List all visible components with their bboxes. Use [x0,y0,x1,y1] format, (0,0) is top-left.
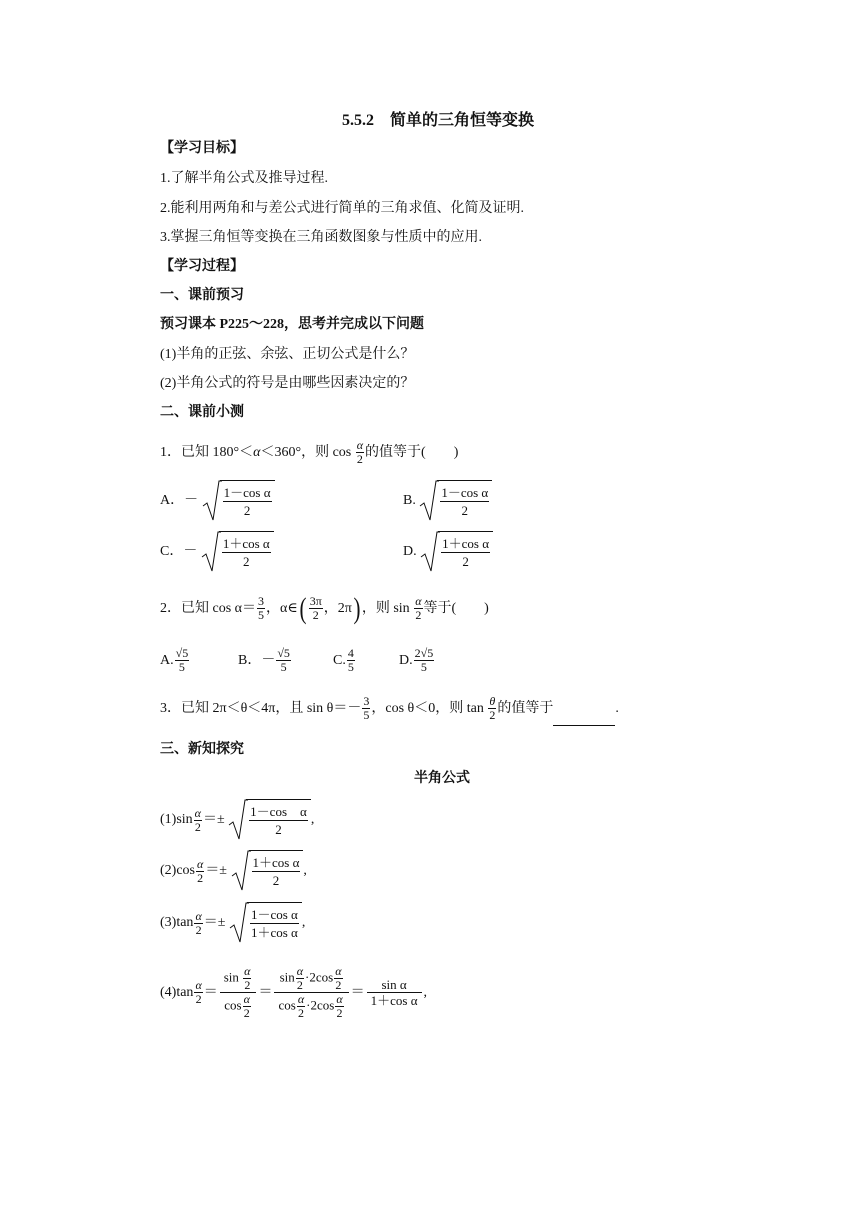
quiz-heading: 二、课前小测 [160,405,244,420]
fraction: $\frac{\alpha}{2}$ [356,438,364,467]
radical: $\frac{\text{1＋cos α}}{2}$ [420,531,493,573]
right-bracket: ) [353,591,361,625]
q2-option-b: B．－ $\frac{√5}{5}$ [238,646,290,675]
explore-heading: 三、新知探究 [160,742,244,757]
preview-instruction: 预习课本 P225～228，思考并完成以下问题 [160,317,425,332]
fraction-result: $\frac{\text{sin α}}{\text{1＋cos α}}$ [367,977,422,1008]
goal-item: 2.能利用两角和与差公式进行简单的三角求值、化简及证明. [160,201,524,216]
explore-subheading: 半角公式 [414,771,470,786]
option-a: A．－ $\frac{\text{1－cos α}}{2}$ [160,480,275,522]
fraction-sin-over-cos: sin $\frac{\alpha}{2}$ cos $\frac{\alpha}{2}$ [220,965,257,1020]
formula-sin-half: (1)sin $\frac{\alpha}{2}$ ＝± $\frac{\text{1－cos α}}{2}$ , [160,799,314,841]
formula-tan-half: (3)tan $\frac{\alpha}{2}$ ＝± $\frac{\text{1－cos α}}{\text{1＋cos α}}$ , [160,902,305,944]
quiz-question-1: 1．已知 180°＜α＜360°，则 cos $\frac{\alpha}{2}$ 的值等于( ) [160,438,459,467]
process-heading: 【学习过程】 [160,259,244,274]
fraction-expanded: sin $\frac{\alpha}{2}$ ·2cos $\frac{\alpha}{2}$ cos $\frac{\alpha}{2}$ ·2cos $\frac{\alpha}{2}$ [274,965,348,1020]
preview-heading: 一、课前预习 [160,288,244,303]
radical: $\frac{\text{1－cos α}}{2}$ [202,480,275,522]
radical: $\frac{\text{1－cos α}}{2}$ [419,480,492,522]
option-d: D. $\frac{\text{1＋cos α}}{2}$ [403,531,493,573]
q2-option-d: D. $\frac{2√5}{5}$ [399,646,434,675]
goal-item: 3.掌握三角恒等变换在三角函数图象与性质中的应用. [160,230,482,245]
left-bracket: ( [299,591,307,625]
formula-tan-half-identity: (4)tan $\frac{\alpha}{2}$ ＝ sin $\frac{\alpha}{2}$ cos $\frac{\alpha}{2}$ ＝ sin $\frac{\alpha}{2}$ ·2cos $\frac{\alpha}{2}$ cos $\frac{\alpha}{2}$ ·2cos $\frac{\alpha}{2}$ ＝ $\frac{\text{sin α}}{\text{1＋cos α}}$ , [160,964,428,1021]
page-title: 5.5.2 简单的三角恒等变换 [342,112,535,129]
preview-question: (2)半角公式的符号是由哪些因素决定的？ [160,376,415,391]
q2-option-a: A. $\frac{√5}{5}$ [160,646,189,675]
quiz-question-3: 3．已知 2π＜θ＜4π，且 sin θ＝－ $\frac{3}{5}$ ，cos θ＜0，则 tan $\frac{\theta}{2}$ 的值等于 . [160,692,619,726]
goals-heading: 【学习目标】 [160,141,244,156]
option-c: C．－ $\frac{\text{1＋cos α}}{2}$ [160,531,274,573]
radical: $\frac{\text{1＋cos α}}{2}$ [201,531,274,573]
goal-item: 1.了解半角公式及推导过程. [160,171,328,186]
option-b: B. $\frac{\text{1－cos α}}{2}$ [403,480,492,522]
formula-cos-half: (2)cos $\frac{\alpha}{2}$ ＝± $\frac{\text{1＋cos α}}{2}$ , [160,850,307,892]
answer-blank [553,711,615,726]
radical: $\frac{\text{1＋cos α}}{2}$ [231,850,304,892]
quiz-question-2: 2．已知 cos α＝ $\frac{3}{5}$ ，α∈( $\frac{3\pi}{2}$ ，2π) ，则 sin $\frac{\alpha}{2}$ 等于( ) [160,591,489,625]
q2-option-c: C. $\frac{4}{5}$ [333,646,354,675]
preview-question: (1)半角的正弦、余弦、正切公式是什么？ [160,347,415,362]
radical: $\frac{\text{1－cos α}}{2}$ [228,799,311,841]
radical: $\frac{\text{1－cos α}}{\text{1＋cos α}}$ [229,902,302,944]
